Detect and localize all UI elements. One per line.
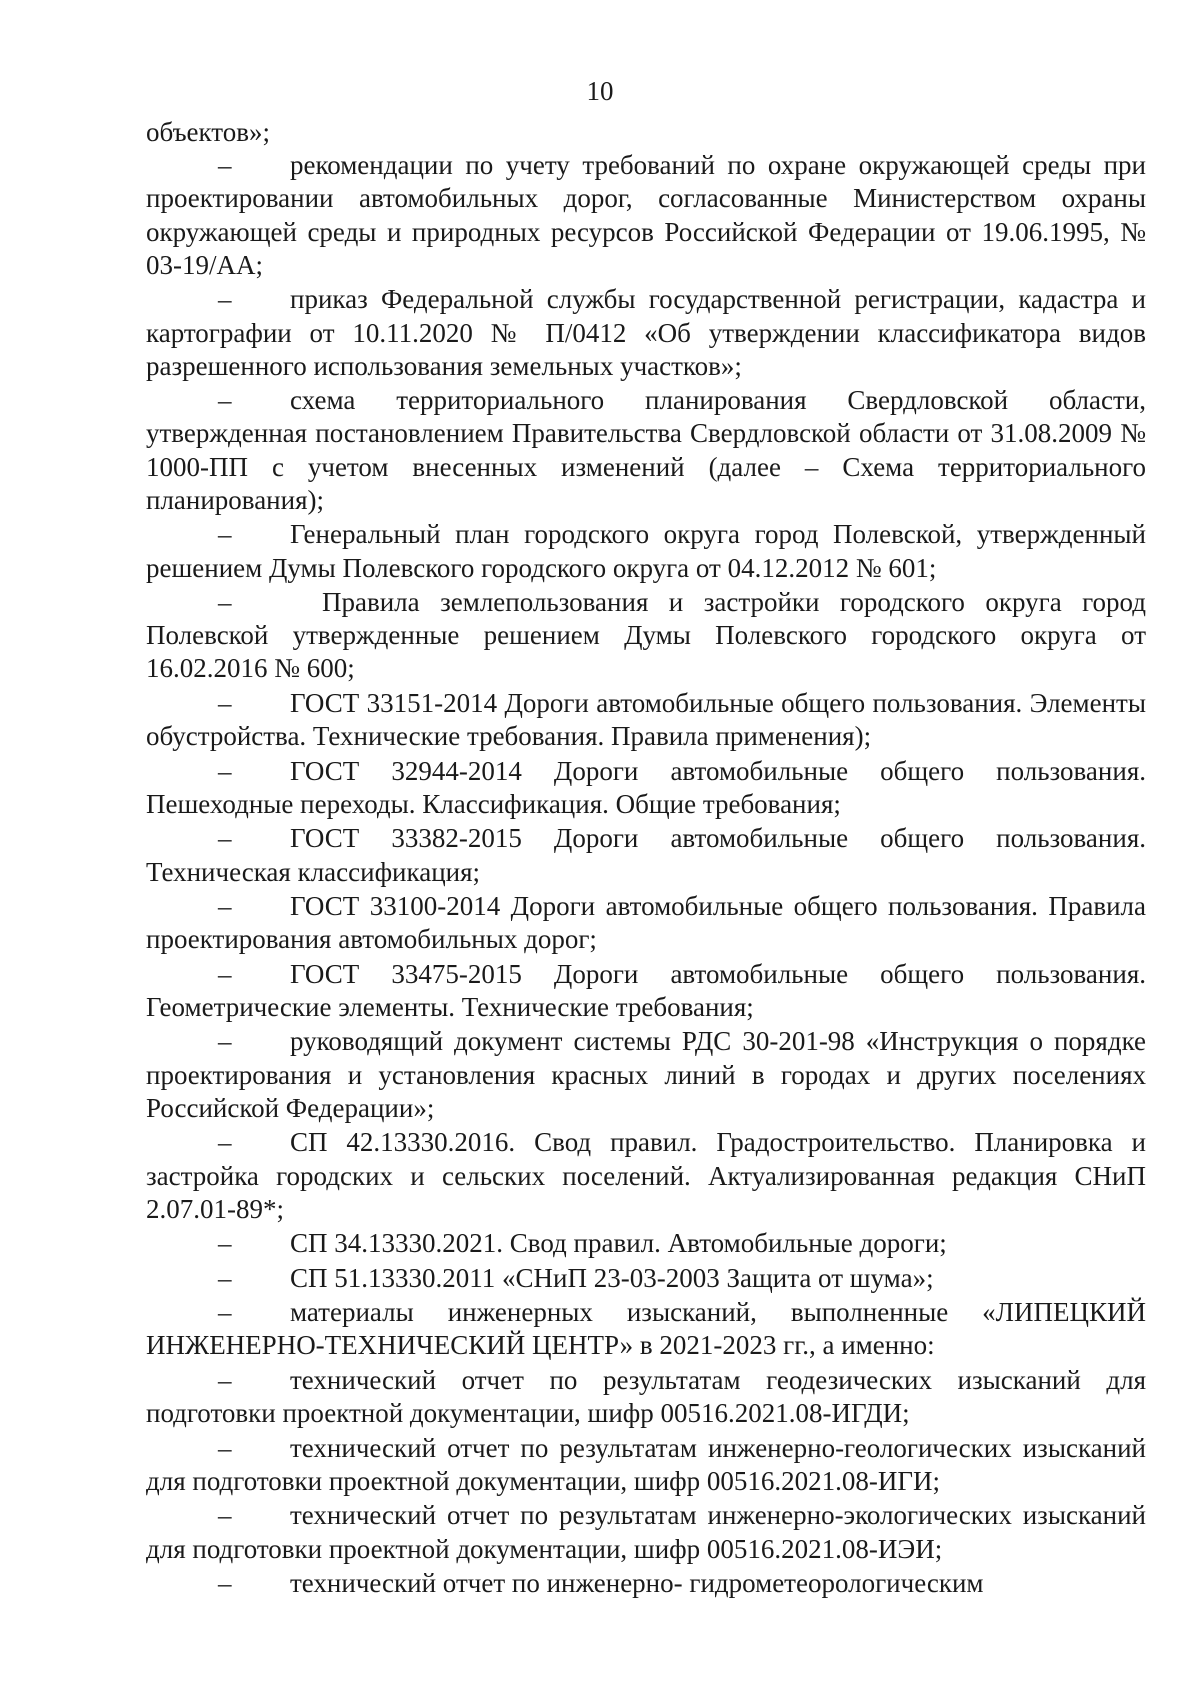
list-item-text: СП 42.13330.2016. Свод правил. Градостроительство. Планировка и застройка городских и сельских поселений. Актуализированная редакция СНиП 2.07.01-89*; xyxy=(146,1127,1146,1224)
reference-list-item xyxy=(146,1499,1146,1565)
reference-list-item xyxy=(146,518,1146,584)
list-dash: – xyxy=(218,1262,232,1293)
list-dash: – xyxy=(218,891,232,922)
list-dash: – xyxy=(218,519,232,550)
reference-list-item xyxy=(146,1126,1146,1226)
list-item-text: рекомендации по учету требований по охране окружающей среды при проектировании автомобильных дорог, согласованные Министерством охраны окружающей среды и природных ресурсов Российской Федерации от 19.06.1995, № 03-19/АА; xyxy=(146,150,1146,280)
reference-list-item xyxy=(146,958,1146,1024)
list-item-text: схема территориального планирования Свердловской области, утвержденная постановлением Правительства Свердловской области от 31.08.2009 № 1000-ПП с учетом внесенных изменений (далее – Схема территориального планирования); xyxy=(146,385,1146,515)
list-dash: – xyxy=(218,1228,232,1259)
list-item-text: ГОСТ 33100-2014 Дороги автомобильные общего пользования. Правила проектирования автомобильных дорог; xyxy=(146,891,1146,955)
reference-list-item xyxy=(146,755,1146,821)
list-dash: – xyxy=(218,1026,232,1057)
list-dash: – xyxy=(218,587,232,618)
list-item-text: Генеральный план городского округа город Полевской, утвержденный решением Думы Полевского городского округа от 04.12.2012 № 601; xyxy=(146,519,1146,583)
list-dash: – xyxy=(218,1297,232,1328)
list-item-text: приказ Федеральной службы государственной регистрации, кадастра и картографии от 10.11.2020 № П/0412 «Об утверждении классификатора видов разрешенного использования земельных участков»; xyxy=(146,284,1146,381)
list-item-text: ГОСТ 33382-2015 Дороги автомобильные общего пользования. Техническая классификация; xyxy=(146,823,1146,887)
reference-list-item xyxy=(146,384,1146,517)
list-item-text: технический отчет по инженерно- гидрометеорологическим xyxy=(290,1568,984,1599)
list-dash: – xyxy=(218,1127,232,1158)
list-item-text: технический отчет по результатам геодезических изысканий для подготовки проектной документации, шифр 00516.2021.08-ИГДИ; xyxy=(146,1364,1146,1429)
list-item-text: СП 51.13330.2011 «СНиП 23-03-2003 Защита от шума»; xyxy=(290,1262,934,1293)
reference-list-item xyxy=(146,890,1146,956)
list-item-text: ГОСТ 32944-2014 Дороги автомобильные общего пользования. Пешеходные переходы. Классификация. Общие требования; xyxy=(146,755,1146,819)
reference-list-item xyxy=(146,1227,1146,1260)
reference-list-item xyxy=(146,1025,1146,1125)
list-dash: – xyxy=(218,823,232,854)
reference-list-item xyxy=(146,1296,1146,1362)
list-dash: – xyxy=(218,385,232,416)
reference-list-item xyxy=(146,149,1146,282)
list-item-text: ГОСТ 33475-2015 Дороги автомобильные общего пользования. Геометрические элементы. Технические требования; xyxy=(146,958,1146,1022)
reference-list-item xyxy=(146,586,1146,686)
list-dash: – xyxy=(218,1364,232,1395)
list-dash: – xyxy=(218,687,232,718)
list-item-text: технический отчет по результатам инженерно-геологических изысканий для подготовки проектной документации, шифр 00516.2021.08-ИГИ; xyxy=(146,1432,1146,1496)
list-item-text: ГОСТ 33151-2014 Дороги автомобильные общего пользования. Элементы обустройства. Технические требования. Правила применения); xyxy=(146,687,1146,752)
reference-list-item xyxy=(146,1432,1146,1498)
list-item-text: материалы инженерных изысканий, выполненные «ЛИПЕЦКИЙ ИНЖЕНЕРНО-ТЕХНИЧЕСКИЙ ЦЕНТР» в 2021-2023 гг., а именно: xyxy=(146,1297,1146,1361)
list-dash: – xyxy=(218,1568,232,1599)
list-item-text: руководящий документ системы РДС 30-201-98 «Инструкция о порядке проектирования и установления красных линий в городах и других поселениях Российской Федерации»; xyxy=(146,1026,1146,1123)
list-dash: – xyxy=(218,958,232,989)
reference-list-item xyxy=(146,822,1146,888)
intro-fragment: объектов»; xyxy=(146,117,270,147)
reference-list xyxy=(146,149,1146,1600)
list-dash: – xyxy=(218,755,232,786)
reference-list-item xyxy=(146,1262,1146,1295)
reference-list-item xyxy=(146,687,1146,753)
reference-list-item xyxy=(146,1567,1146,1600)
page-number: 10 xyxy=(586,76,614,106)
list-dash: – xyxy=(218,1432,232,1463)
list-item-text: Правила землепользования и застройки городского округа город Полевской утвержденные решением Думы Полевского городского округа от 16.02.2016 № 600; xyxy=(146,587,1146,684)
reference-list-item xyxy=(146,1364,1146,1430)
reference-list-item xyxy=(146,283,1146,383)
list-item-text: технический отчет по результатам инженерно-экологических изысканий для подготовки проектной документации, шифр 00516.2021.08-ИЭИ; xyxy=(146,1500,1146,1564)
document-body xyxy=(146,116,1146,1602)
list-item-text: СП 34.13330.2021. Свод правил. Автомобильные дороги; xyxy=(290,1228,947,1259)
list-dash: – xyxy=(218,1500,232,1531)
list-dash: – xyxy=(218,150,232,181)
list-dash: – xyxy=(218,284,232,315)
